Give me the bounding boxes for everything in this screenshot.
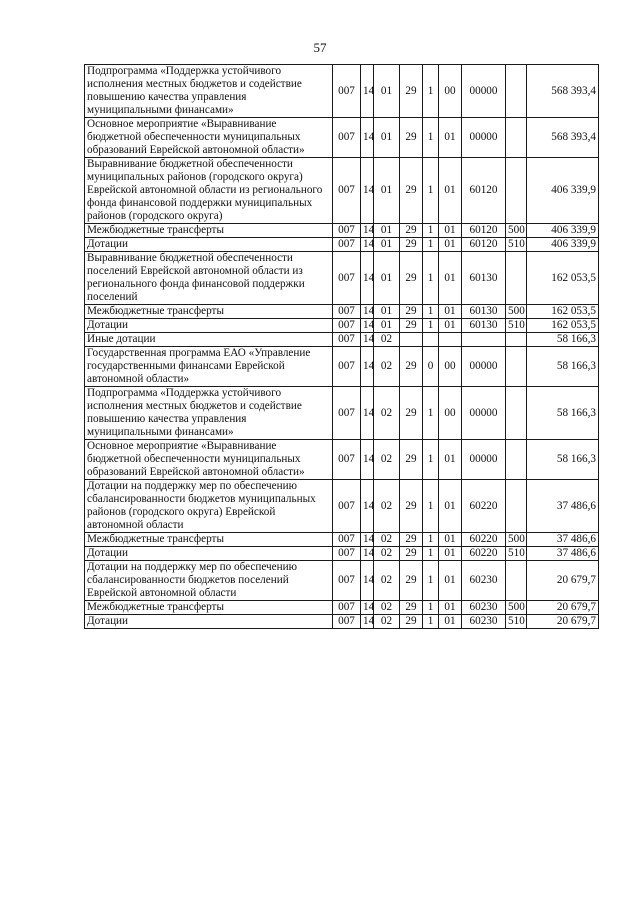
table-row bbox=[85, 305, 599, 319]
code-csr-3-cell: 01 bbox=[439, 118, 462, 158]
code-rz-cell: 14 bbox=[361, 547, 374, 561]
table-row bbox=[85, 252, 599, 305]
code-vr-cell: 500 bbox=[506, 224, 527, 238]
code-csr-3-cell: 01 bbox=[439, 305, 462, 319]
code-rz-cell: 14 bbox=[361, 533, 374, 547]
code-pr-cell: 02 bbox=[374, 533, 400, 547]
code-csr-1-cell: 29 bbox=[400, 305, 423, 319]
code-csr-2-cell: 1 bbox=[423, 387, 439, 440]
code-csr-4-cell: 60120 bbox=[462, 224, 506, 238]
row-name-cell: Выравнивание бюджетной обеспеченности поселений Еврейской автономной области из регионального фонда финансовой поддержки поселений bbox=[85, 252, 333, 305]
code-rz-cell: 14 bbox=[361, 224, 374, 238]
amount-cell: 162 053,5 bbox=[527, 305, 599, 319]
code-vr-cell: 500 bbox=[506, 601, 527, 615]
row-name-cell: Межбюджетные трансферты bbox=[85, 224, 333, 238]
code-gr-cell: 007 bbox=[333, 601, 361, 615]
table-row bbox=[85, 547, 599, 561]
row-name-cell: Дотации bbox=[85, 547, 333, 561]
code-csr-3-cell: 01 bbox=[439, 480, 462, 533]
code-pr-cell: 02 bbox=[374, 347, 400, 387]
code-csr-4-cell: 60230 bbox=[462, 561, 506, 601]
row-name-cell: Дотации bbox=[85, 319, 333, 333]
amount-cell: 20 679,7 bbox=[527, 561, 599, 601]
table-body bbox=[85, 65, 599, 629]
code-csr-2-cell: 1 bbox=[423, 561, 439, 601]
amount-cell: 406 339,9 bbox=[527, 238, 599, 252]
row-name-cell: Межбюджетные трансферты bbox=[85, 601, 333, 615]
code-csr-1-cell: 29 bbox=[400, 158, 423, 224]
code-csr-4-cell: 00000 bbox=[462, 65, 506, 118]
code-csr-3-cell: 01 bbox=[439, 319, 462, 333]
row-name-cell: Дотации bbox=[85, 615, 333, 629]
code-csr-3-cell: 01 bbox=[439, 533, 462, 547]
code-gr-cell: 007 bbox=[333, 533, 361, 547]
code-pr-cell: 02 bbox=[374, 561, 400, 601]
code-pr-cell: 01 bbox=[374, 65, 400, 118]
code-csr-4-cell: 60120 bbox=[462, 238, 506, 252]
code-csr-1-cell: 29 bbox=[400, 65, 423, 118]
code-csr-4-cell: 60130 bbox=[462, 319, 506, 333]
code-rz-cell: 14 bbox=[361, 480, 374, 533]
code-csr-4-cell: 60220 bbox=[462, 480, 506, 533]
table-row bbox=[85, 333, 599, 347]
code-gr-cell: 007 bbox=[333, 224, 361, 238]
code-vr-cell: 510 bbox=[506, 615, 527, 629]
code-rz-cell: 14 bbox=[361, 561, 374, 601]
code-csr-2-cell: 1 bbox=[423, 533, 439, 547]
code-csr-4-cell: 60220 bbox=[462, 533, 506, 547]
amount-cell: 58 166,3 bbox=[527, 333, 599, 347]
code-rz-cell: 14 bbox=[361, 347, 374, 387]
amount-cell: 37 486,6 bbox=[527, 480, 599, 533]
code-csr-1-cell: 29 bbox=[400, 252, 423, 305]
code-rz-cell: 14 bbox=[361, 158, 374, 224]
code-csr-2-cell: 1 bbox=[423, 547, 439, 561]
amount-cell: 406 339,9 bbox=[527, 158, 599, 224]
code-csr-3-cell: 00 bbox=[439, 347, 462, 387]
code-csr-2-cell: 1 bbox=[423, 118, 439, 158]
code-csr-2-cell: 1 bbox=[423, 305, 439, 319]
amount-cell: 568 393,4 bbox=[527, 118, 599, 158]
code-vr-cell bbox=[506, 65, 527, 118]
table-row bbox=[85, 615, 599, 629]
table-row bbox=[85, 224, 599, 238]
code-csr-4-cell: 00000 bbox=[462, 118, 506, 158]
code-csr-2-cell: 0 bbox=[423, 347, 439, 387]
code-gr-cell: 007 bbox=[333, 347, 361, 387]
amount-cell: 58 166,3 bbox=[527, 347, 599, 387]
code-csr-4-cell bbox=[462, 333, 506, 347]
code-rz-cell: 14 bbox=[361, 118, 374, 158]
code-csr-3-cell: 01 bbox=[439, 561, 462, 601]
table-row bbox=[85, 118, 599, 158]
code-vr-cell bbox=[506, 480, 527, 533]
amount-cell: 37 486,6 bbox=[527, 547, 599, 561]
table-row bbox=[85, 238, 599, 252]
code-vr-cell bbox=[506, 252, 527, 305]
code-csr-2-cell: 1 bbox=[423, 319, 439, 333]
code-csr-3-cell bbox=[439, 333, 462, 347]
table-row bbox=[85, 440, 599, 480]
code-gr-cell: 007 bbox=[333, 238, 361, 252]
code-vr-cell bbox=[506, 333, 527, 347]
table-row bbox=[85, 347, 599, 387]
table-row bbox=[85, 561, 599, 601]
code-csr-1-cell: 29 bbox=[400, 118, 423, 158]
code-rz-cell: 14 bbox=[361, 319, 374, 333]
code-gr-cell: 007 bbox=[333, 480, 361, 533]
code-csr-1-cell: 29 bbox=[400, 224, 423, 238]
table-row bbox=[85, 65, 599, 118]
code-csr-4-cell: 00000 bbox=[462, 440, 506, 480]
row-name-cell: Межбюджетные трансферты bbox=[85, 533, 333, 547]
code-csr-4-cell: 60230 bbox=[462, 615, 506, 629]
row-name-cell: Выравнивание бюджетной обеспеченности муниципальных районов (городского округа) Еврейской автономной области из регионального фонда финансовой поддержки муниципальных районов (городского округа) bbox=[85, 158, 333, 224]
code-csr-4-cell: 60220 bbox=[462, 547, 506, 561]
code-csr-2-cell: 1 bbox=[423, 65, 439, 118]
code-csr-3-cell: 00 bbox=[439, 387, 462, 440]
row-name-cell: Государственная программа ЕАО «Управление государственными финансами Еврейской автономной области» bbox=[85, 347, 333, 387]
code-rz-cell: 14 bbox=[361, 65, 374, 118]
code-csr-2-cell: 1 bbox=[423, 440, 439, 480]
code-csr-4-cell: 00000 bbox=[462, 347, 506, 387]
code-csr-1-cell: 29 bbox=[400, 480, 423, 533]
code-pr-cell: 02 bbox=[374, 547, 400, 561]
row-name-cell: Дотации bbox=[85, 238, 333, 252]
code-vr-cell bbox=[506, 561, 527, 601]
code-vr-cell bbox=[506, 347, 527, 387]
code-csr-1-cell: 29 bbox=[400, 615, 423, 629]
code-gr-cell: 007 bbox=[333, 547, 361, 561]
code-pr-cell: 02 bbox=[374, 480, 400, 533]
table-row bbox=[85, 480, 599, 533]
amount-cell: 568 393,4 bbox=[527, 65, 599, 118]
code-pr-cell: 01 bbox=[374, 238, 400, 252]
code-csr-1-cell bbox=[400, 333, 423, 347]
amount-cell: 58 166,3 bbox=[527, 440, 599, 480]
code-pr-cell: 02 bbox=[374, 615, 400, 629]
code-csr-2-cell: 1 bbox=[423, 601, 439, 615]
row-name-cell: Дотации на поддержку мер по обеспечению сбалансированности бюджетов поселений Еврейской автономной области bbox=[85, 561, 333, 601]
row-name-cell: Межбюджетные трансферты bbox=[85, 305, 333, 319]
code-vr-cell bbox=[506, 440, 527, 480]
amount-cell: 162 053,5 bbox=[527, 319, 599, 333]
code-gr-cell: 007 bbox=[333, 333, 361, 347]
code-vr-cell: 510 bbox=[506, 319, 527, 333]
table-row bbox=[85, 601, 599, 615]
code-csr-3-cell: 01 bbox=[439, 252, 462, 305]
amount-cell: 58 166,3 bbox=[527, 387, 599, 440]
table-row bbox=[85, 387, 599, 440]
code-rz-cell: 14 bbox=[361, 387, 374, 440]
budget-table bbox=[84, 64, 599, 629]
code-gr-cell: 007 bbox=[333, 305, 361, 319]
code-gr-cell: 007 bbox=[333, 615, 361, 629]
code-csr-2-cell: 1 bbox=[423, 158, 439, 224]
table-row bbox=[85, 319, 599, 333]
code-vr-cell: 500 bbox=[506, 305, 527, 319]
code-csr-2-cell: 1 bbox=[423, 252, 439, 305]
amount-cell: 20 679,7 bbox=[527, 615, 599, 629]
code-gr-cell: 007 bbox=[333, 65, 361, 118]
code-gr-cell: 007 bbox=[333, 118, 361, 158]
code-csr-1-cell: 29 bbox=[400, 547, 423, 561]
code-csr-1-cell: 29 bbox=[400, 238, 423, 252]
code-csr-1-cell: 29 bbox=[400, 533, 423, 547]
code-pr-cell: 01 bbox=[374, 252, 400, 305]
code-vr-cell: 510 bbox=[506, 547, 527, 561]
table-row bbox=[85, 158, 599, 224]
code-vr-cell bbox=[506, 118, 527, 158]
code-gr-cell: 007 bbox=[333, 387, 361, 440]
code-csr-3-cell: 01 bbox=[439, 547, 462, 561]
code-csr-1-cell: 29 bbox=[400, 387, 423, 440]
code-pr-cell: 01 bbox=[374, 319, 400, 333]
row-name-cell: Подпрограмма «Поддержка устойчивого исполнения местных бюджетов и содействие повышению качества управления муниципальными финансами» bbox=[85, 65, 333, 118]
code-rz-cell: 14 bbox=[361, 440, 374, 480]
code-csr-2-cell: 1 bbox=[423, 224, 439, 238]
code-csr-1-cell: 29 bbox=[400, 561, 423, 601]
amount-cell: 20 679,7 bbox=[527, 601, 599, 615]
code-gr-cell: 007 bbox=[333, 440, 361, 480]
code-pr-cell: 01 bbox=[374, 118, 400, 158]
code-vr-cell bbox=[506, 387, 527, 440]
code-pr-cell: 02 bbox=[374, 333, 400, 347]
code-csr-3-cell: 01 bbox=[439, 601, 462, 615]
code-rz-cell: 14 bbox=[361, 615, 374, 629]
code-csr-3-cell: 01 bbox=[439, 440, 462, 480]
code-pr-cell: 02 bbox=[374, 387, 400, 440]
code-csr-3-cell: 01 bbox=[439, 224, 462, 238]
code-csr-4-cell: 60130 bbox=[462, 305, 506, 319]
code-csr-2-cell: 1 bbox=[423, 238, 439, 252]
code-rz-cell: 14 bbox=[361, 305, 374, 319]
code-gr-cell: 007 bbox=[333, 158, 361, 224]
row-name-cell: Дотации на поддержку мер по обеспечению сбалансированности бюджетов муниципальных районов (городского округа) Еврейской автономной области bbox=[85, 480, 333, 533]
row-name-cell: Иные дотации bbox=[85, 333, 333, 347]
amount-cell: 162 053,5 bbox=[527, 252, 599, 305]
table-row bbox=[85, 533, 599, 547]
amount-cell: 406 339,9 bbox=[527, 224, 599, 238]
code-csr-2-cell: 1 bbox=[423, 615, 439, 629]
code-pr-cell: 01 bbox=[374, 158, 400, 224]
code-csr-1-cell: 29 bbox=[400, 347, 423, 387]
row-name-cell: Основное мероприятие «Выравнивание бюджетной обеспеченности муниципальных образований Еврейской автономной области» bbox=[85, 440, 333, 480]
code-csr-1-cell: 29 bbox=[400, 319, 423, 333]
row-name-cell: Основное мероприятие «Выравнивание бюджетной обеспеченности муниципальных образований Еврейской автономной области» bbox=[85, 118, 333, 158]
code-rz-cell: 14 bbox=[361, 333, 374, 347]
code-rz-cell: 14 bbox=[361, 238, 374, 252]
row-name-cell: Подпрограмма «Поддержка устойчивого исполнения местных бюджетов и содействие повышению качества управления муниципальными финансами» bbox=[85, 387, 333, 440]
code-gr-cell: 007 bbox=[333, 561, 361, 601]
code-gr-cell: 007 bbox=[333, 252, 361, 305]
code-pr-cell: 01 bbox=[374, 224, 400, 238]
code-csr-2-cell bbox=[423, 333, 439, 347]
code-pr-cell: 02 bbox=[374, 601, 400, 615]
code-csr-3-cell: 00 bbox=[439, 65, 462, 118]
code-gr-cell: 007 bbox=[333, 319, 361, 333]
code-csr-1-cell: 29 bbox=[400, 440, 423, 480]
code-csr-1-cell: 29 bbox=[400, 601, 423, 615]
amount-cell: 37 486,6 bbox=[527, 533, 599, 547]
code-vr-cell: 500 bbox=[506, 533, 527, 547]
code-rz-cell: 14 bbox=[361, 252, 374, 305]
code-csr-4-cell: 00000 bbox=[462, 387, 506, 440]
code-vr-cell: 510 bbox=[506, 238, 527, 252]
code-pr-cell: 02 bbox=[374, 440, 400, 480]
code-csr-4-cell: 60120 bbox=[462, 158, 506, 224]
code-rz-cell: 14 bbox=[361, 601, 374, 615]
code-csr-4-cell: 60230 bbox=[462, 601, 506, 615]
code-csr-2-cell: 1 bbox=[423, 480, 439, 533]
page-number: 57 bbox=[313, 40, 327, 55]
code-vr-cell bbox=[506, 158, 527, 224]
code-csr-3-cell: 01 bbox=[439, 615, 462, 629]
code-csr-3-cell: 01 bbox=[439, 158, 462, 224]
code-pr-cell: 01 bbox=[374, 305, 400, 319]
code-csr-3-cell: 01 bbox=[439, 238, 462, 252]
code-csr-4-cell: 60130 bbox=[462, 252, 506, 305]
